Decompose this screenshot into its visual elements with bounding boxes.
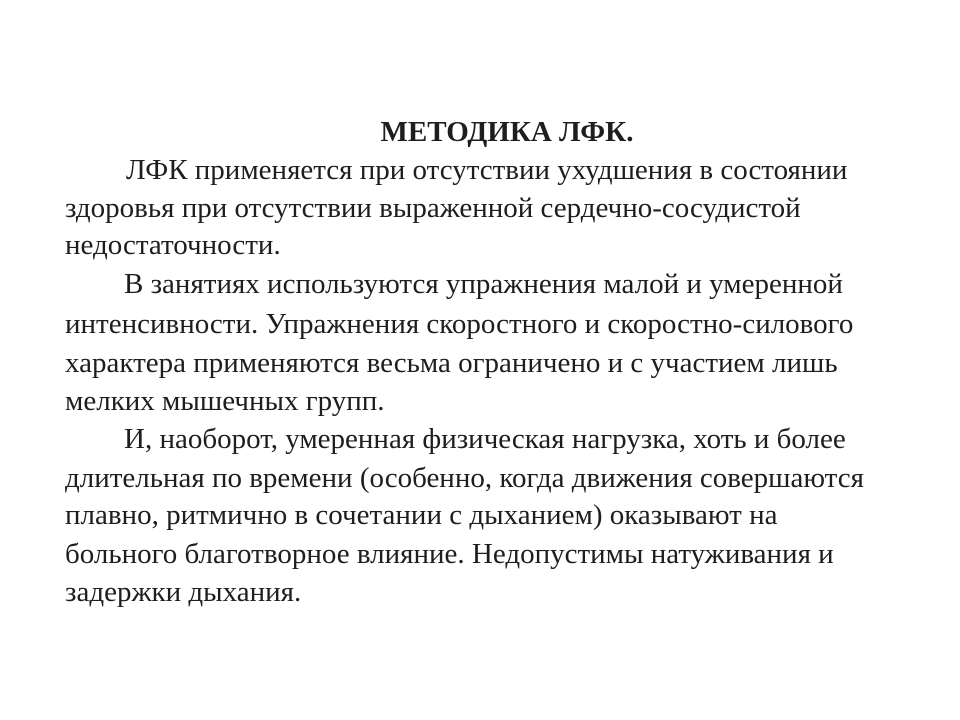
slide-title: МЕТОДИКА ЛФК. (380, 116, 634, 148)
paragraph-1-line-1: ЛФК применяется при отсутствии ухудшения в состоянии (126, 154, 848, 186)
paragraph-3-line-4: больного благотворное влияние. Недопустимы натуживания и (65, 538, 834, 570)
paragraph-2-line-4: мелких мышечных групп. (65, 385, 385, 417)
paragraph-1-line-3: недостаточности. (65, 229, 281, 261)
paragraph-3-line-3: плавно, ритмично в сочетании с дыханием) оказывают на (65, 499, 778, 531)
paragraph-1-line-2: здоровья при отсутствии выраженной сердечно-сосудистой (65, 192, 801, 224)
paragraph-3-line-2: длительная по времени (особенно, когда движения совершаются (65, 462, 864, 494)
paragraph-2-line-1: В занятиях используются упражнения малой и умеренной (124, 268, 843, 300)
paragraph-3-line-5: задержки дыхания. (65, 576, 302, 608)
paragraph-3-line-1: И, наоборот, умеренная физическая нагрузка, хоть и более (124, 423, 846, 455)
paragraph-2-line-2: интенсивности. Упражнения скоростного и скоростно-силового (65, 308, 854, 340)
paragraph-2-line-3: характера применяются весьма ограничено и с участием лишь (65, 347, 838, 379)
